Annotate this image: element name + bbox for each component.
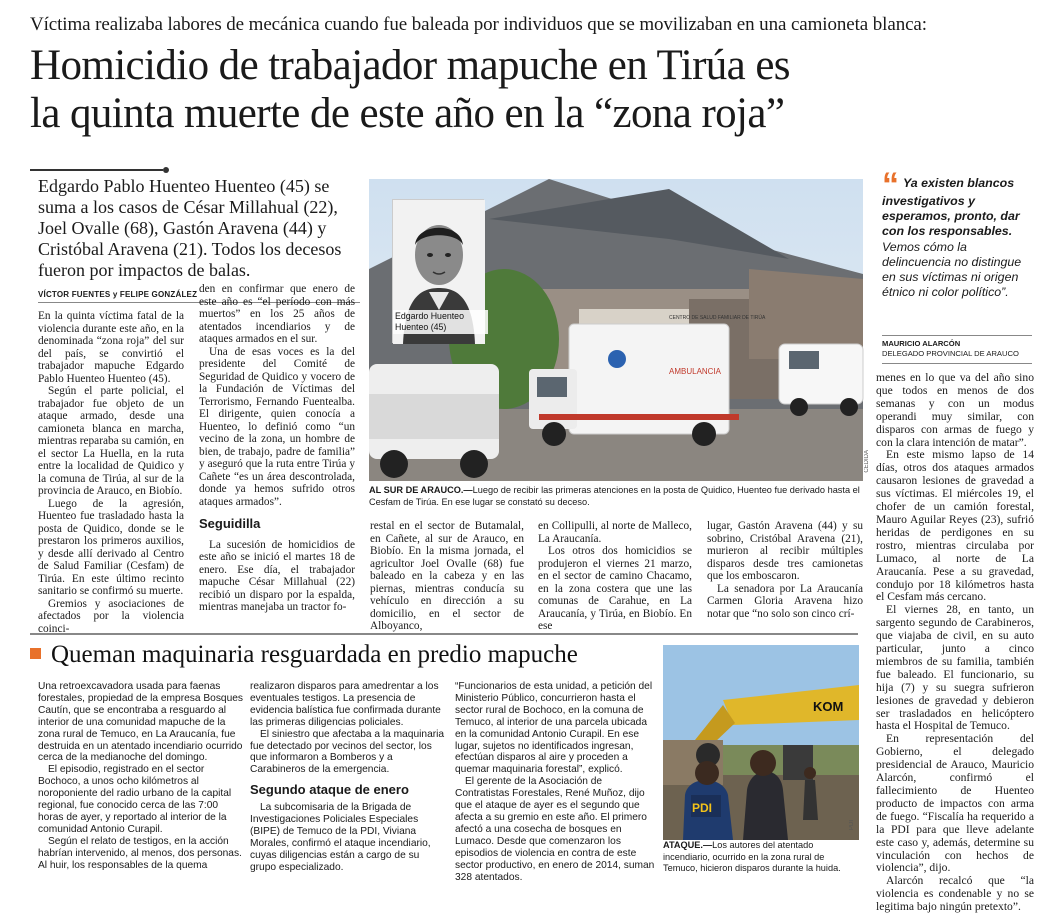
quote-role: DELEGADO PROVINCIAL DE ARAUCO bbox=[882, 349, 1019, 358]
paragraph: En la quinta víctima fatal de la violencia durante este año, en la denominada “zona roja” del sur del país, se convirtió el trabajador mapuche Edgardo Pablo Huenteo Huenteo (45). bbox=[38, 310, 184, 385]
article-summary: Edgardo Pablo Huenteo Huenteo (45) se suma a los casos de César Millahual (22), Joel Ovalle (68), Gastón Aravena (44) y Cristóbal Aravena (21). Todos los decesos fueron por impactos de balas. bbox=[38, 176, 342, 280]
quote-bold: Ya existen blancos investigativos y esperamos, pronto, dar con los responsables. bbox=[882, 176, 1020, 239]
sidebar-column-3 bbox=[455, 681, 655, 883]
paragraph: restal en el sector de Butamalal, en Cañete, al sur de Arauco, en Biobío. En la misma jornada, el agricultor Joel Ovalle (68) fue baleado en la cabeza y en las piernas, mientras conducía su vehículo en dirección a su domicilio, en el sector de Alboyanco, bbox=[370, 520, 524, 632]
photo-credit: CEDIDA bbox=[864, 450, 870, 473]
photo-attack-image bbox=[663, 645, 859, 840]
paragraph: Según el relato de testigos, en la acción habrían intervenido, al menos, dos personas. Al huir, los responsables de la quema bbox=[38, 835, 242, 871]
paragraph: El viernes 28, en tanto, un sargento segundo de Carabineros, que viajaba de civil, en su auto particular, junto a cinco miembros de su familia, también fue baleado. El funcionario, su hija (7) y su suegra sufrieron lesiones de gravedad y debieron ser trasladados en helicóptero hasta el Hospital de Temuco. bbox=[876, 603, 1034, 733]
photo-caption-text: Luego de recibir las primeras atenciones en la posta de Quidico, Huenteo fue derivado hasta el Cesfam de Tirúa. En ese lugar se constató su deceso. bbox=[369, 485, 860, 507]
paragraph: realizaron disparos para amedrentar a los eventuales testigos. La presencia de evidencia balística fue confirmada durante las primeras diligencias policiales. bbox=[250, 681, 441, 728]
subheading-seguidilla: Seguidilla bbox=[199, 516, 261, 531]
article-column-5 bbox=[707, 520, 863, 620]
article-column-3 bbox=[370, 520, 524, 633]
headline-line-2: la quinta muerte de este año en la “zona roja” bbox=[30, 90, 785, 137]
portrait-caption: Edgardo Huenteo Huenteo (45) bbox=[393, 310, 488, 334]
kicker: Víctima realizaba labores de mecánica cuando fue baleada por individuos que se movilizaban en una camioneta blanca: bbox=[30, 14, 927, 35]
paragraph: den en confirmar que enero de este año es “el período con más muertos” en los 25 años de atentados incendiarios y de ataques armados en el sur. bbox=[199, 283, 355, 345]
photo-caption-lead: AL SUR DE ARAUCO.— bbox=[369, 485, 473, 495]
paragraph: menes en lo que va del año sino que todos en menos de dos semanas y con un modus operandi muy similar, con disparos con armas de fuego y con la clara intención de matar”. bbox=[876, 371, 1034, 449]
pull-quote bbox=[882, 166, 1032, 300]
sidebar-column-2 bbox=[250, 681, 446, 874]
quote-rest: Vemos cómo la delincuencia no distingue en sus víctimas ni origen étnico ni color político”. bbox=[882, 239, 1022, 300]
paragraph: En representación del Gobierno, el delegado presidencial de Arauco, Mauricio Alarcón, confirmó el fallecimiento de Huenteo producto de impactos con arma de fuego. “Fiscalía ha requerido a la PDI para que lleve adelante este caso y, además, determine su vinculación con hechos de violencia”, dijo. bbox=[876, 732, 1034, 875]
paragraph: “Funcionarios de esta unidad, a petición del Ministerio Público, concurrieron hasta el sector rural de Bochoco, en la comuna de Temuco, al interior de una parcela ubicada en la comunidad Antonio Curapil. En ese lugar, sujetos no identificados ingresan, efectúan disparos al aire y proceden a quemar maquinaria forestal”, explicó. bbox=[455, 681, 653, 776]
headline-line-1: Homicidio de trabajador mapuche en Tirúa es bbox=[30, 42, 790, 89]
photo-caption-2-lead: ATAQUE.— bbox=[663, 840, 713, 850]
photo-caption-2-text: Los autores del atentado incendiario, ocurrido en la zona rural de Temuco, hicieron disparos durante la huida. bbox=[663, 840, 841, 873]
paragraph: El siniestro que afectaba a la maquinaria fue detectado por vecinos del sector, los que informaron a Bomberos y a Carabineros de la emergencia. bbox=[250, 728, 445, 776]
paragraph: Gremios y asociaciones de afectados por la violencia coinci- bbox=[38, 597, 184, 635]
paragraph: La sucesión de homicidios de este año se inició el martes 18 de enero. Ese día, el trabajador mapuche César Millahual (22) recibió un disparo por la espalda, mientras manejaba un tractor fo- bbox=[199, 538, 355, 613]
pdi-vest-label: PDI bbox=[692, 801, 713, 815]
ambulance-label: AMBULANCIA bbox=[669, 367, 722, 376]
article-column-1 bbox=[38, 310, 184, 635]
sidebar-column-1 bbox=[38, 681, 243, 872]
quote-mark-icon: “ bbox=[882, 166, 899, 204]
sidebar-headline bbox=[30, 641, 578, 669]
photo-attack bbox=[663, 645, 859, 840]
orange-square-icon bbox=[30, 648, 41, 659]
article-column-4 bbox=[538, 520, 692, 633]
sidebar-title: Queman maquinaria resguardada en predio mapuche bbox=[51, 641, 578, 668]
article-column-6 bbox=[876, 372, 1034, 914]
paragraph: El episodio, registrado en el sector Bochoco, a unos ocho kilómetros al noroponiente del radio urbano de la capital regional, fue conocido cerca de las 7:00 horas de ayer, y reportado al interior de la comunidad Antonio Curapil. bbox=[38, 764, 232, 835]
paragraph: Una de esas voces es la del presidente del Comité de Seguridad de Quidico y vocero de la Fundación de Víctimas del Terrorismo, Fernando Fuentealba. El dirigente, quien conocía a Huenteo, lo definió como “un vecino de la zona, un hombre de bien, de trabajo, padre de familia” y aseguró que la ruta entre Tirúa y Cañete “es un área descontrolada, donde ya hemos sufrido otros ataques armados”. bbox=[199, 345, 355, 508]
quote-rule-bottom bbox=[882, 363, 1032, 364]
article-column-2 bbox=[199, 283, 355, 614]
photo-caption bbox=[369, 484, 863, 508]
photo-caption-2 bbox=[663, 840, 858, 875]
section-separator bbox=[30, 633, 858, 635]
paragraph: El gerente de la Asociación de Contratistas Forestales, René Muñoz, dijo que el ataque de ayer es el segundo que afecta a su gremio en este año. El primero afectó a una cosecha de bosques en Lumaco. Desde que comenzaron los episodios de violencia en contra de este sector productivo, en enero de 2014, suman 328 atentados. bbox=[455, 776, 655, 883]
paragraph: Según el parte policial, el trabajador fue objeto de un ataque armado, desde una camioneta blanca en marcha, mientras reparaba su camión, en el sector La Huella, en la ruta entre la localidad de Quidico y la comuna de Tirúa, al sur de la provincia de Arauco, en Biobío. bbox=[38, 385, 184, 497]
building-sign: CENTRO DE SALUD FAMILIAR DE TIRÚA bbox=[669, 315, 766, 321]
machine-brand: KOM bbox=[813, 699, 844, 714]
subheading-segundo-ataque: Segundo ataque de enero bbox=[250, 782, 409, 798]
top-rule bbox=[30, 169, 163, 171]
paragraph: La senadora por La Araucanía Carmen Gloria Aravena hizo notar que “no solo son cinco crí- bbox=[707, 582, 863, 620]
paragraph: lugar, Gastón Aravena (44) y su sobrino, Cristóbal Aravena (21), murieron al recibir múltiples disparos desde tres camionetas que los emboscaron. bbox=[707, 520, 863, 582]
quote-author: MAURICIO ALARCÓN bbox=[882, 339, 961, 348]
paragraph: Una retroexcavadora usada para faenas forestales, propiedad de la empresa Bosques Cautín, que se encontraba a resguardo al interior de una comunidad mapuche de la zona rural de Temuco, en La Araucanía, fue destruida en un atentado incendiario ocurrido cerca de la medianoche del domingo. bbox=[38, 681, 244, 764]
quote-rule bbox=[882, 335, 1032, 336]
photo-credit-2: PDI bbox=[849, 820, 855, 831]
headline bbox=[30, 42, 1040, 138]
paragraph: Luego de la agresión, Huenteo fue trasladado hasta la posta de Quidico, donde se le prestaron los primeros auxilios, y desde allí derivado al Centro de Salud Familiar (Cesfam) de Tirúa. En este último recinto sanitario se confirmó su muerte. bbox=[38, 497, 184, 597]
paragraph: Los otros dos homicidios se produjeron el viernes 21 marzo, en el sector de camino Chacamo, en la zona costera que une las comunas de Carahue, en La Araucanía, y Tirúa, en Biobío. En ese bbox=[538, 545, 692, 632]
paragraph: Alarcón recalcó que “la violencia es condenable y no se legitima bajo ningún pretexto”. bbox=[876, 874, 1034, 914]
paragraph: en Collipulli, al norte de Malleco, La Araucanía. bbox=[538, 520, 692, 545]
paragraph: La subcomisaria de la Brigada de Investigaciones Policiales Especiales (BIPE) de Temuco de la PDI, Viviana Morales, confirmó el ataque incendiario, cuyas diligencias están a cargo de su grupo especializado. bbox=[250, 802, 431, 873]
paragraph: En este mismo lapso de 14 días, otros dos ataques armados causaron lesiones de gravedad a sus víctimas. El miércoles 19, el chofer de un camión forestal, Mauro Aguilar Reyes (23), sufrió heridas de perdigones en su rostro, mientras circulaba por Lumaco, al norte de La Araucanía. Pese a su gravedad, condujo por 18 kilómetros hasta el Cesfam más cercano. bbox=[876, 448, 1034, 604]
byline: VÍCTOR FUENTES y FELIPE GONZÁLEZ bbox=[38, 290, 198, 299]
